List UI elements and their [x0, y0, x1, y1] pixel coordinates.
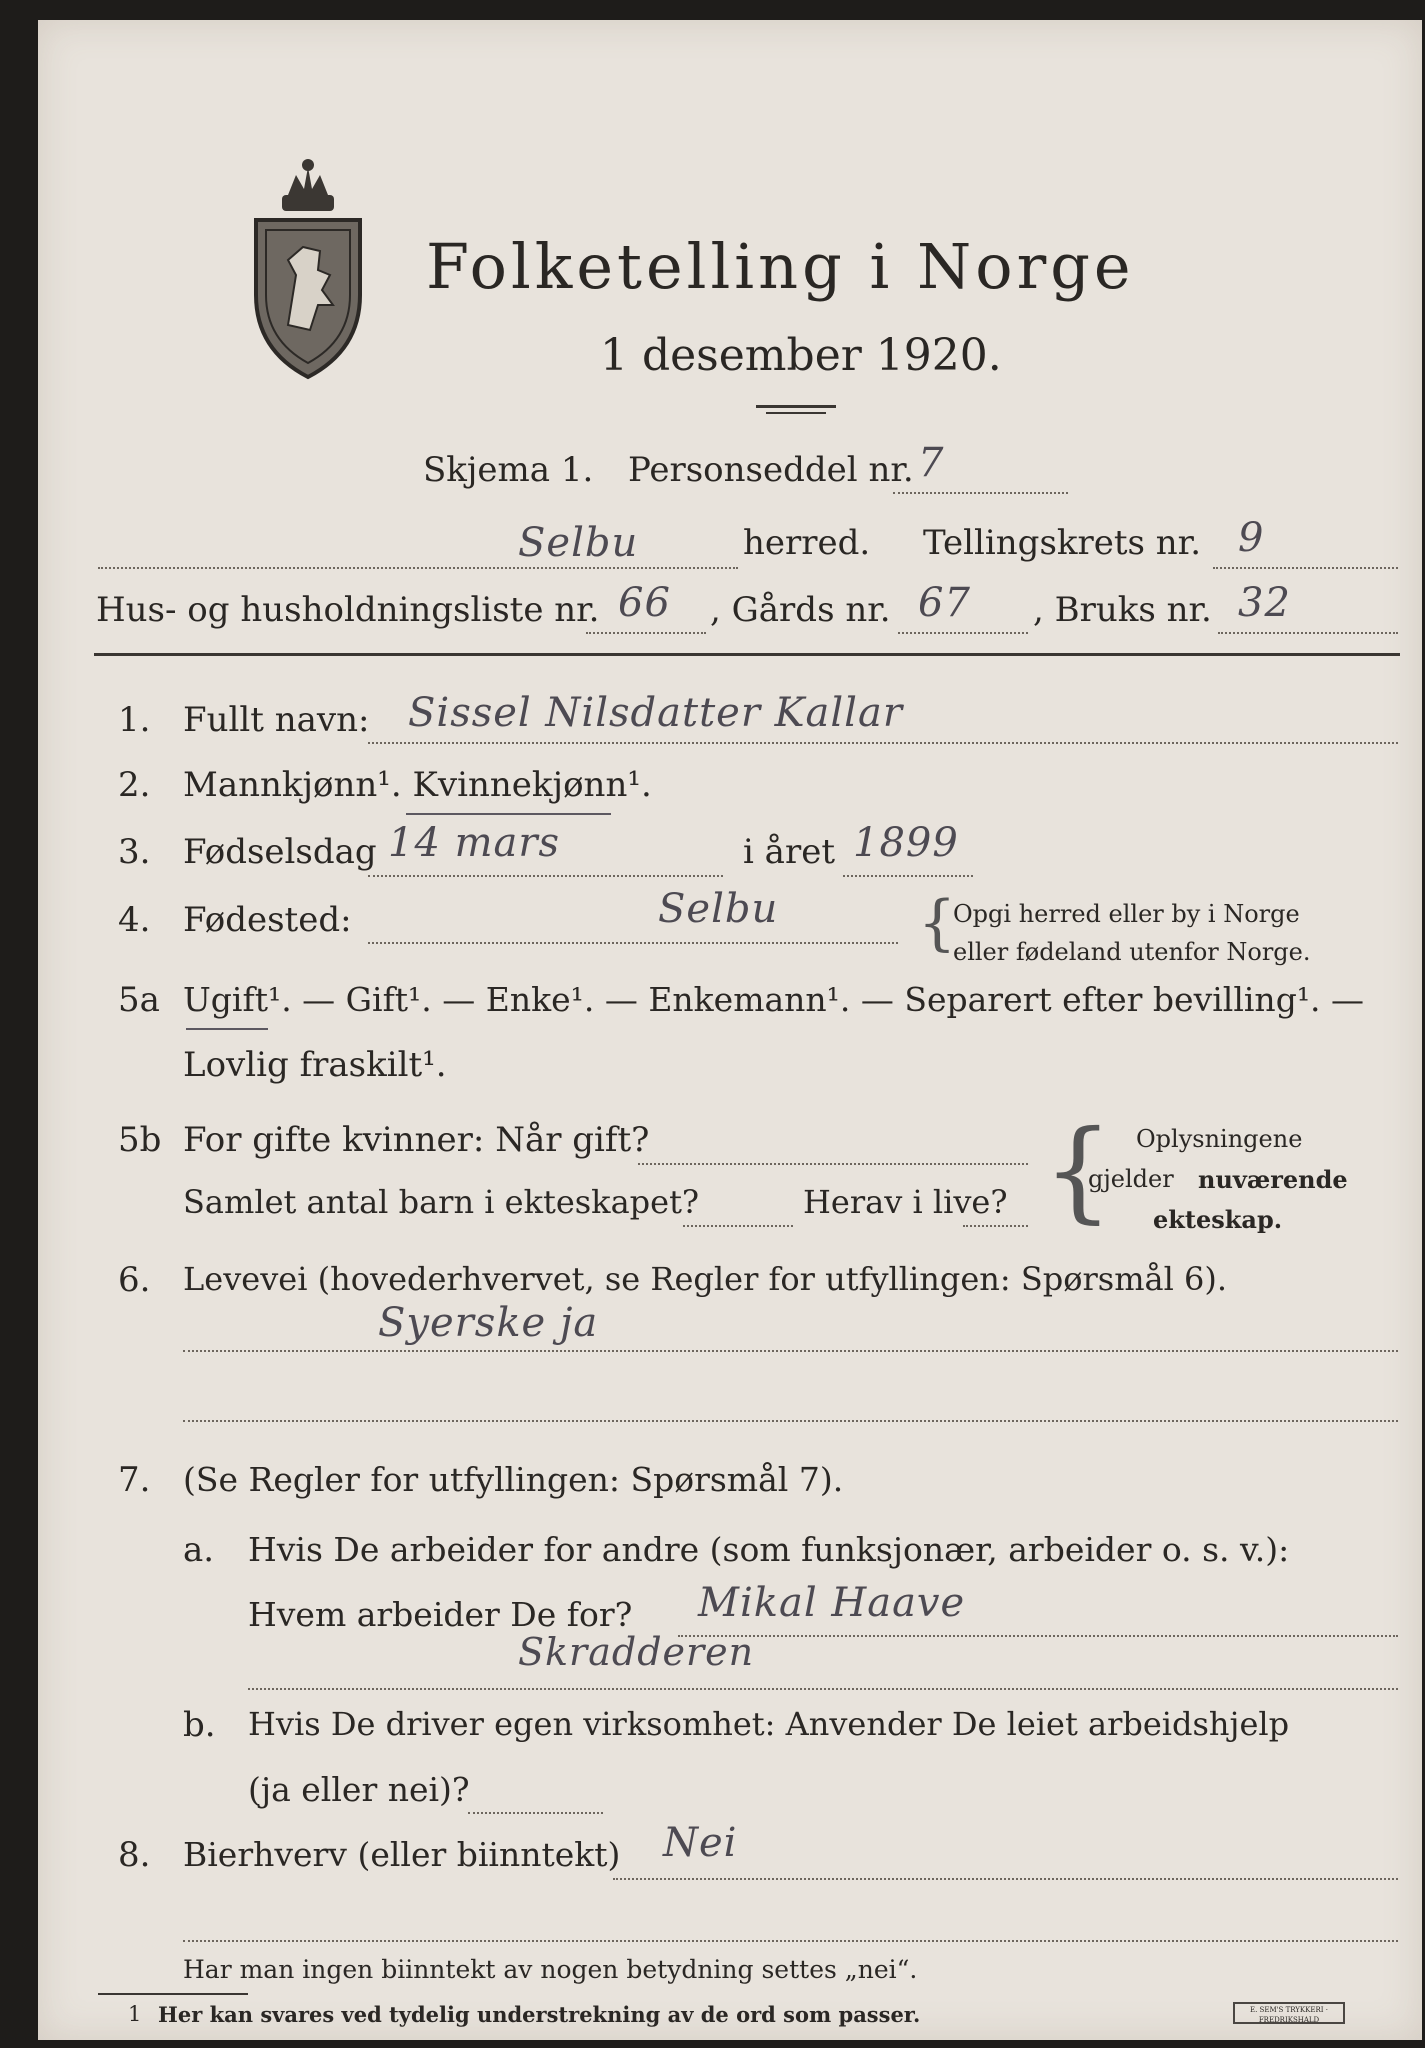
skjema-label: Skjema 1. — [423, 450, 594, 490]
q2-underline — [406, 813, 611, 815]
q7a-line2: Hvem arbeider De for? — [248, 1595, 633, 1634]
q3-label: Fødselsdag — [183, 832, 377, 872]
footnote-number: 1 — [128, 2002, 142, 2026]
herred-value: Selbu — [518, 520, 639, 566]
q7b-field — [468, 1812, 603, 1814]
gards-field — [898, 632, 1028, 634]
herred-field — [98, 567, 738, 569]
q4-brace: { — [918, 888, 957, 958]
q7-number: 7. — [118, 1460, 151, 1500]
footnote-text: Her kan svares ved tydelig understrekning av de ord som passer. — [158, 2002, 921, 2027]
q2-number: 2. — [118, 765, 151, 805]
q1-field — [368, 742, 1398, 744]
title-divider-2 — [766, 412, 826, 414]
gards-value: 67 — [918, 580, 971, 626]
printer-stamp-text: E. SEM'S TRYKKERI · FREDRIKSHALD — [1250, 2006, 1328, 2024]
q8-number: 8. — [118, 1835, 151, 1875]
q7a-value-1: Mikal Haave — [698, 1580, 966, 1626]
q7b-line2: (ja eller nei)? — [248, 1770, 470, 1809]
q3-value: 14 mars — [388, 820, 561, 866]
q4-value: Selbu — [658, 886, 779, 932]
q4-label: Fødested: — [183, 900, 352, 940]
tellingskrets-label: Tellingskrets nr. — [923, 523, 1202, 563]
q3-field — [368, 875, 723, 877]
q4-number: 4. — [118, 900, 151, 940]
form-title: Folketelling i Norge — [426, 230, 1135, 303]
q5a-number: 5a — [118, 980, 160, 1020]
q8-label: Bierhverv (eller biinntekt) — [183, 1835, 621, 1874]
bruks-field — [1218, 632, 1398, 634]
q1-label: Fullt navn: — [183, 700, 370, 740]
q5b-note-line2a: gjelder — [1088, 1165, 1174, 1193]
q7a-field-2 — [248, 1688, 1398, 1690]
q1-value: Sissel Nilsdatter Kallar — [408, 690, 903, 736]
personseddel-value: 7 — [918, 440, 945, 486]
q4-note-line1: Opgi herred eller by i Norge — [953, 900, 1300, 928]
q5b-line2a: Samlet antal barn i ekteskapet? — [183, 1183, 700, 1221]
q7-label: (Se Regler for utfyllingen: Spørsmål 7). — [183, 1460, 844, 1499]
tellingskrets-value: 9 — [1238, 515, 1265, 561]
q3-year-value: 1899 — [853, 820, 959, 866]
q5b-note-line2b: nuværende — [1198, 1165, 1348, 1194]
q3-number: 3. — [118, 832, 151, 872]
q8-value: Nei — [663, 1820, 738, 1866]
header-rule — [94, 653, 1400, 656]
coat-of-arms-icon — [248, 155, 368, 385]
q8-field-1 — [613, 1878, 1398, 1880]
census-form-page — [38, 20, 1422, 2040]
q7a-field-1 — [678, 1635, 1398, 1637]
q6-value: Syerske ja — [378, 1300, 599, 1346]
q5b-alive-field — [963, 1225, 1028, 1227]
q7b-line1: Hvis De driver egen virksomhet: Anvender De leiet arbeidshjelp — [248, 1705, 1290, 1743]
q2-label: Mannkjønn¹. Kvinnekjønn¹. — [183, 765, 652, 805]
hus-label: Hus- og husholdningsliste nr. — [96, 590, 600, 630]
q5b-children-field — [683, 1225, 793, 1227]
personseddel-label: Personseddel nr. — [628, 450, 914, 490]
q5a-underline — [186, 1028, 268, 1030]
printer-stamp — [1233, 2002, 1345, 2024]
q4-note-line2: eller fødeland utenfor Norge. — [953, 938, 1311, 966]
q7a-line1: Hvis De arbeider for andre (som funksjonær, arbeider o. s. v.): — [248, 1530, 1290, 1569]
q5b-brace: { — [1043, 1106, 1113, 1234]
q8-field-2 — [183, 1940, 1398, 1942]
q6-number: 6. — [118, 1260, 151, 1300]
q5a-line2: Lovlig fraskilt¹. — [183, 1045, 447, 1085]
title-divider — [756, 405, 836, 408]
q1-number: 1. — [118, 700, 151, 740]
q5b-married-field — [638, 1163, 1028, 1165]
hus-field — [586, 632, 706, 634]
footer-rule — [98, 1993, 248, 1995]
tellingskrets-field — [1213, 567, 1398, 569]
q5b-note-line1: Oplysningene — [1136, 1125, 1303, 1153]
bruks-value: 32 — [1238, 580, 1291, 626]
footer-note: Har man ingen biinntekt av nogen betydning settes „nei“. — [183, 1955, 918, 1984]
q6-field-1 — [183, 1350, 1398, 1352]
q4-field — [368, 942, 898, 944]
q5b-line1: For gifte kvinner: Når gift? — [183, 1120, 650, 1160]
herred-label: herred. — [743, 523, 871, 563]
hus-value: 66 — [618, 580, 671, 626]
q7a-letter: a. — [183, 1530, 215, 1570]
bruks-label: , Bruks nr. — [1033, 590, 1212, 630]
q5a-line1: Ugift¹. — Gift¹. — Enke¹. — Enkemann¹. — Separert efter bevilling¹. — — [183, 980, 1365, 1019]
q5b-line2b: Herav i live? — [803, 1183, 1008, 1221]
q7a-value-2: Skradderen — [518, 1630, 755, 1674]
q5b-number: 5b — [118, 1120, 162, 1160]
q3-year-field — [843, 875, 973, 877]
q3-year-label: i året — [743, 832, 835, 872]
gards-label: , Gårds nr. — [710, 590, 891, 630]
q5b-note-line3: ekteskap. — [1153, 1205, 1283, 1234]
q7b-letter: b. — [183, 1705, 216, 1745]
personseddel-field — [893, 492, 1068, 494]
form-subtitle: 1 desember 1920. — [600, 330, 1002, 381]
q6-field-2 — [183, 1420, 1398, 1422]
q6-label: Levevei (hovederhvervet, se Regler for utfyllingen: Spørsmål 6). — [183, 1260, 1228, 1298]
